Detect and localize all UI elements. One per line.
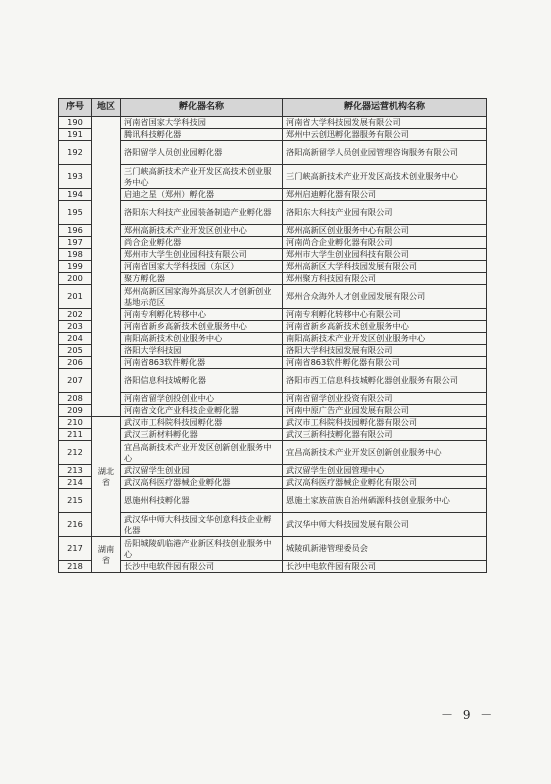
- operator-name: 河南尚合企业孵化器有限公司: [283, 237, 487, 249]
- incubator-name: 武汉华中师大科技园文华创意科技企业孵化器: [121, 513, 283, 537]
- table-row: [59, 441, 487, 465]
- region-cell-henan: [92, 117, 121, 417]
- table-row: [59, 417, 487, 429]
- row-no: 203: [59, 321, 92, 333]
- row-no: 209: [59, 405, 92, 417]
- incubator-name: 河南专利孵化转移中心: [121, 309, 283, 321]
- row-no: 216: [59, 513, 92, 537]
- row-no: 214: [59, 477, 92, 489]
- table-row: [59, 237, 487, 249]
- incubator-name: 岳阳城陵矶临港产业新区科技创业服务中心: [121, 537, 283, 561]
- row-no: 199: [59, 261, 92, 273]
- table-row: [59, 261, 487, 273]
- incubator-name: 洛阳信息科技城孵化器: [121, 369, 283, 393]
- operator-name: 河南专利孵化转移中心有限公司: [283, 309, 487, 321]
- table-row: [59, 189, 487, 201]
- table-header-row: [59, 99, 487, 117]
- table-row: [59, 201, 487, 225]
- row-no: 217: [59, 537, 92, 561]
- row-no: 210: [59, 417, 92, 429]
- incubator-name: 武汉高科医疗器械企业孵化器: [121, 477, 283, 489]
- incubator-name: 郑州市大学生创业园科技有限公司: [121, 249, 283, 261]
- incubator-name: 郑州高新区国家海外高层次人才创新创业基地示范区: [121, 285, 283, 309]
- row-no: 211: [59, 429, 92, 441]
- row-no: 200: [59, 273, 92, 285]
- row-no: 205: [59, 345, 92, 357]
- operator-name: 城陵矶新港管理委员会: [283, 537, 487, 561]
- operator-name: 洛阳市西工信息科技城孵化器创业服务有限公司: [283, 369, 487, 393]
- table-row: [59, 477, 487, 489]
- table-row: [59, 561, 487, 573]
- operator-name: 郑州合众海外人才创业园发展有限公司: [283, 285, 487, 309]
- incubator-name: 武汉三新材料孵化器: [121, 429, 283, 441]
- table-row: [59, 285, 487, 309]
- row-no: 197: [59, 237, 92, 249]
- table-row: [59, 465, 487, 477]
- page-number: － 9 －: [441, 708, 496, 722]
- row-no: 215: [59, 489, 92, 513]
- incubator-table: [58, 98, 487, 573]
- row-no: 218: [59, 561, 92, 573]
- operator-name: 河南省大学科技园发展有限公司: [283, 117, 487, 129]
- operator-name: 武汉华中师大科技园发展有限公司: [283, 513, 487, 537]
- table-row: [59, 393, 487, 405]
- incubator-name: 长沙中电软件园有限公司: [121, 561, 283, 573]
- operator-name: 郑州聚方科技园有限公司: [283, 273, 487, 285]
- row-no: 206: [59, 357, 92, 369]
- row-no: 195: [59, 201, 92, 225]
- table-row: [59, 405, 487, 417]
- incubator-name: 恩施州科技孵化器: [121, 489, 283, 513]
- incubator-name: 河南省文化产业科技企业孵化器: [121, 405, 283, 417]
- table-row: [59, 117, 487, 129]
- operator-name: 宜昌高新技术产业开发区创新创业服务中心: [283, 441, 487, 465]
- operator-name: 南阳高新技术产业开发区创业服务中心: [283, 333, 487, 345]
- table-row: [59, 333, 487, 345]
- incubator-name: 洛阳东大科技产业园装备制造产业孵化器: [121, 201, 283, 225]
- row-no: 191: [59, 129, 92, 141]
- operator-name: 恩施土家族苗族自治州硒源科技创业服务中心: [283, 489, 487, 513]
- row-no: 196: [59, 225, 92, 237]
- row-no: 193: [59, 165, 92, 189]
- table-row: [59, 141, 487, 165]
- table-row: [59, 321, 487, 333]
- operator-name: 武汉留学生创业园管理中心: [283, 465, 487, 477]
- incubator-name: 尚合企业孵化器: [121, 237, 283, 249]
- operator-name: 河南省新乡高新技术创业服务中心: [283, 321, 487, 333]
- operator-name: 郑州中云创迅孵化器服务有限公司: [283, 129, 487, 141]
- incubator-name: 洛阳留学人员创业园孵化器: [121, 141, 283, 165]
- operator-name: 武汉高科医疗器械企业孵化有限公司: [283, 477, 487, 489]
- operator-name: 河南省863软件孵化器有限公司: [283, 357, 487, 369]
- row-no: 192: [59, 141, 92, 165]
- operator-name: 郑州高新区大学科技园发展有限公司: [283, 261, 487, 273]
- incubator-name: 南阳高新技术创业服务中心: [121, 333, 283, 345]
- table-row: [59, 165, 487, 189]
- row-no: 190: [59, 117, 92, 129]
- row-no: 208: [59, 393, 92, 405]
- operator-name: 洛阳东大科技产业园有限公司: [283, 201, 487, 225]
- operator-name: 三门峡高新技术产业开发区高技术创业服务中心: [283, 165, 487, 189]
- incubator-name: 武汉市工科院科技园孵化器: [121, 417, 283, 429]
- incubator-name: 腾讯科技孵化器: [121, 129, 283, 141]
- table-row: [59, 513, 487, 537]
- incubator-name: 河南省新乡高新技术创业服务中心: [121, 321, 283, 333]
- row-no: 202: [59, 309, 92, 321]
- incubator-name: 聚方孵化器: [121, 273, 283, 285]
- table-row: [59, 129, 487, 141]
- incubator-name: 河南省国家大学科技园（东区）: [121, 261, 283, 273]
- operator-name: 洛阳大学科技园发展有限公司: [283, 345, 487, 357]
- operator-name: 郑州启迪孵化器有限公司: [283, 189, 487, 201]
- operator-name: 河南中原广告产业园发展有限公司: [283, 405, 487, 417]
- incubator-name: 洛阳大学科技园: [121, 345, 283, 357]
- table-row: [59, 225, 487, 237]
- table-row: [59, 345, 487, 357]
- row-no: 213: [59, 465, 92, 477]
- operator-name: 武汉市工科院科技园孵化器有限公司: [283, 417, 487, 429]
- header-no: 序号: [59, 99, 92, 117]
- operator-name: 河南省留学创业投资有限公司: [283, 393, 487, 405]
- operator-name: 郑州市大学生创业园科技有限公司: [283, 249, 487, 261]
- header-operator-name: 孵化器运营机构名称: [283, 99, 487, 117]
- operator-name: 洛阳高新留学人员创业园管理咨询服务有限公司: [283, 141, 487, 165]
- row-no: 207: [59, 369, 92, 393]
- row-no: 204: [59, 333, 92, 345]
- header-region: 地区: [92, 99, 121, 117]
- table-row: [59, 369, 487, 393]
- operator-name: 郑州高新区创业服务中心有限公司: [283, 225, 487, 237]
- table-row: [59, 357, 487, 369]
- table-row: [59, 489, 487, 513]
- row-no: 212: [59, 441, 92, 465]
- operator-name: 长沙中电软件园有限公司: [283, 561, 487, 573]
- incubator-name: 郑州高新技术产业开发区创业中心: [121, 225, 283, 237]
- region-cell-hubei: 湖北省: [92, 417, 121, 537]
- incubator-name: 宜昌高新技术产业开发区创新创业服务中心: [121, 441, 283, 465]
- incubator-name: 河南省863软件孵化器: [121, 357, 283, 369]
- row-no: 194: [59, 189, 92, 201]
- row-no: 201: [59, 285, 92, 309]
- region-cell-hunan: 湖南省: [92, 537, 121, 573]
- row-no: 198: [59, 249, 92, 261]
- table-row: [59, 537, 487, 561]
- operator-name: 武汉三新科技孵化器有限公司: [283, 429, 487, 441]
- table-row: [59, 429, 487, 441]
- table-row: [59, 273, 487, 285]
- incubator-name: 河南省国家大学科技园: [121, 117, 283, 129]
- incubator-name: 河南省留学创投创业中心: [121, 393, 283, 405]
- header-incubator-name: 孵化器名称: [121, 99, 283, 117]
- table-row: [59, 249, 487, 261]
- incubator-name: 武汉留学生创业园: [121, 465, 283, 477]
- incubator-name: 启迪之星（郑州）孵化器: [121, 189, 283, 201]
- table-row: [59, 309, 487, 321]
- incubator-name: 三门峡高新技术产业开发区高技术创业服务中心: [121, 165, 283, 189]
